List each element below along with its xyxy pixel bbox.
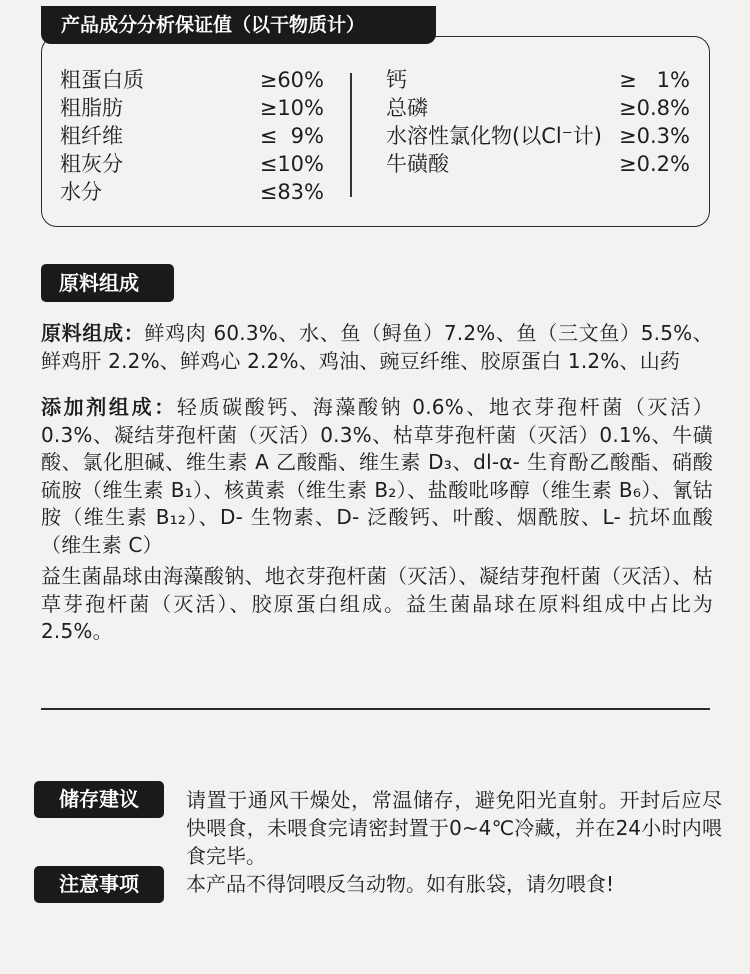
raw-materials-section-title: 原料组成 <box>41 264 174 302</box>
analysis-row <box>386 94 690 122</box>
additives-paragraph <box>41 394 713 559</box>
section-divider <box>41 708 710 710</box>
analysis-row-name: 粗蛋白质 <box>60 68 144 92</box>
analysis-row-value: ≥60% <box>259 68 324 92</box>
analysis-row-name: 牛磺酸 <box>386 152 449 176</box>
analysis-row-value: ≥10% <box>259 96 324 120</box>
analysis-left-column <box>60 66 324 206</box>
analysis-column-divider <box>350 73 352 197</box>
analysis-row-value: ≥0.8% <box>619 96 690 120</box>
analysis-row-name: 水溶性氯化物(以Cl⁻计) <box>386 124 602 148</box>
notice-label: 注意事项 <box>34 866 164 903</box>
analysis-row-name: 粗灰分 <box>60 152 123 176</box>
analysis-row <box>60 66 324 94</box>
notice-text: 本产品不得饲喂反刍动物。如有胀袋，请勿喂食! <box>186 872 615 896</box>
analysis-row-name: 钙 <box>386 68 407 92</box>
analysis-row-value: ≤ 9% <box>259 124 324 148</box>
probiotic-paragraph: 益生菌晶球由海藻酸钠、地衣芽孢杆菌（灭活）、凝结芽孢杆菌（灭活）、枯草芽孢杆菌（灭活）、胶原蛋白组成。益生菌晶球在原料组成中占比为 2.5%。 <box>41 564 713 643</box>
analysis-row-name: 总磷 <box>386 96 428 120</box>
analysis-row <box>60 178 324 206</box>
guaranteed-analysis-title: 产品成分分析保证值（以干物质计） <box>41 6 436 44</box>
analysis-row <box>60 94 324 122</box>
analysis-row <box>60 150 324 178</box>
analysis-right-column <box>386 66 690 178</box>
analysis-row <box>60 122 324 150</box>
analysis-row-name: 水分 <box>60 180 102 204</box>
analysis-row-name: 粗纤维 <box>60 124 123 148</box>
storage-label: 储存建议 <box>34 781 164 818</box>
additives-label: 添加剂组成： <box>41 395 177 419</box>
analysis-row <box>386 66 690 94</box>
ingredients-text: 鲜鸡肉 60.3%、水、鱼（鲟鱼）7.2%、鱼（三文鱼）5.5%、鲜鸡肝 2.2%、鲜鸡心 2.2%、鸡油、豌豆纤维、胶原蛋白 1.2%、山药 <box>41 321 713 373</box>
ingredients-label: 原料组成： <box>41 321 145 345</box>
analysis-row-value: ≤10% <box>259 152 324 176</box>
analysis-row-value: ≥ 1% <box>619 68 690 92</box>
analysis-row-name: 粗脂肪 <box>60 96 123 120</box>
additives-text: 轻质碳酸钙、海藻酸钠 0.6%、地衣芽孢杆菌（灭活）0.3%、凝结芽孢杆菌（灭活）0.3%、枯草芽孢杆菌（灭活）0.1%、牛磺酸、氯化胆碱、维生素 A 乙酸酯、维生素 D₃、dl-α- 生育酚乙酸酯、硝酸硫胺（维生素 B₁）、核黄素（维生素 B₂）、盐酸吡哆醇（维生素 B₆）、氰钴胺（维生素 B₁₂）、D- 生物素、D- 泛酸钙、叶酸、烟酰胺、L- 抗坏血酸（维生素 C） <box>41 395 714 557</box>
ingredients-paragraph <box>41 320 713 375</box>
analysis-row-value: ≥0.3% <box>619 124 690 148</box>
analysis-row-value: ≥0.2% <box>619 152 690 176</box>
analysis-row-value: ≤83% <box>259 180 324 204</box>
analysis-row <box>386 122 690 150</box>
storage-text: 请置于通风干燥处，常温储存，避免阳光直射。开封后应尽快喂食，未喂食完请密封置于0~4℃冷藏，并在24小时内喂食完毕。 <box>186 788 722 868</box>
analysis-row <box>386 150 690 178</box>
